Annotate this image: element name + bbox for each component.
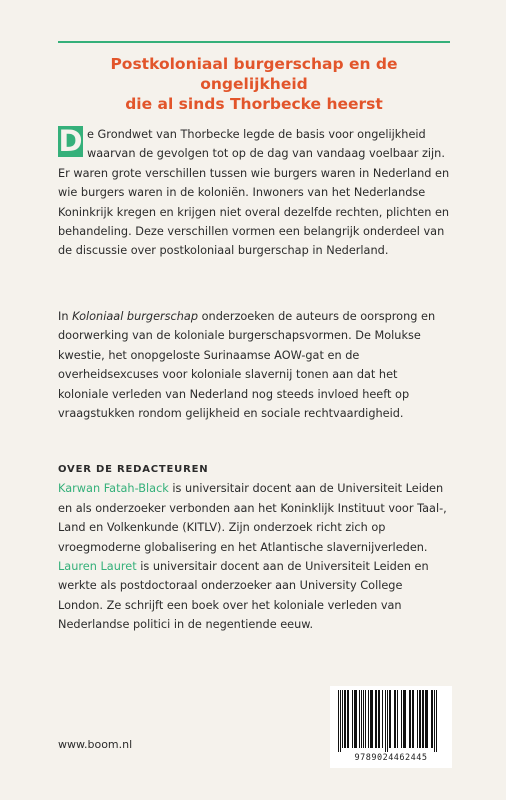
barcode-bar (344, 690, 346, 748)
editor-2-name: Lauren Lauret (58, 560, 137, 574)
isbn-number: 9789024462445 (354, 753, 428, 763)
isbn-barcode (330, 686, 452, 768)
barcode-bar (431, 690, 433, 748)
barcode-bar (409, 690, 411, 748)
editor-1-bio: is universitair docent aan de Universiteit Leiden en als onderzoeker verbonden aan het Koninklijk Instituut voor Taal-, Land en Volkenkunde (KITLV). Zijn onderzoek richt zich op vroegmoderne globalisering en het Atlantische slavernijverleden. (58, 482, 447, 554)
barcode-bar (434, 690, 435, 752)
barcode-bar (436, 690, 437, 752)
barcode-bar (403, 690, 406, 748)
barcode-bars (336, 690, 446, 752)
barcode-bar (340, 690, 341, 752)
barcode-bar (378, 690, 380, 748)
barcode-bar (347, 690, 349, 748)
headline-line-1: Postkoloniaal burgerschap en de ongelijkheid (110, 55, 398, 93)
paragraph2-text: onderzoeken de auteurs de oorsprong en doorwerking van de koloniale burgerschapsvormen. De Molukse kwestie, het onopgeloste Surinaamse AOW-gat en de overheidsexcuses voor koloniale slavernij tonen aan dat het koloniale verleden van Nederland nog steeds invloed heeft op vraagstukken rondom gelijkheid en sociale rechtvaardigheid. (58, 310, 436, 421)
headline (58, 54, 450, 114)
barcode-bar (375, 690, 377, 748)
barcode-bar (412, 690, 414, 748)
barcode-bar (417, 690, 418, 748)
intro-paragraph (58, 125, 450, 261)
barcode-bar (419, 690, 421, 748)
barcode-bar (361, 690, 362, 748)
barcode-bar (422, 690, 424, 748)
barcode-bar (342, 690, 343, 748)
about-editors (58, 460, 450, 635)
barcode-bar (425, 690, 428, 748)
barcode-bar (359, 690, 360, 748)
barcode-bar (387, 690, 388, 752)
barcode-bar (382, 690, 383, 748)
barcode-bar (368, 690, 369, 748)
barcode-bar (365, 690, 366, 748)
barcode-bar (370, 690, 373, 748)
barcode-bar (385, 690, 386, 752)
second-paragraph (58, 307, 450, 423)
drop-cap: D (58, 124, 83, 158)
editor-2-bio: is universitair docent aan de Universiteit Leiden en werkte als postdoctoraal onderzoeker aan University College London. Ze schrijft een boek over het koloniale verleden van Nederlandse politici in de negentiende eeuw. (58, 560, 429, 632)
about-heading: OVER DE REDACTEUREN (58, 464, 209, 475)
intro-text: e Grondwet van Thorbecke legde de basis voor ongelijkheid waarvan de gevolgen tot op de dag van vandaag voelbaar zijn. Er waren grote verschillen tussen wie burgers waren in Nederland en wie burgers waren in de koloniën. Inwoners van het Nederlandse Koninkrijk kregen en krijgen niet overal dezelfde rechten, plichten en behandeling. Deze verschillen vormen een belangrijk onderdeel van de discussie over postkoloniaal burgerschap in Nederland. (58, 128, 450, 258)
paragraph2-prefix: In (58, 310, 73, 323)
barcode-bar (354, 690, 357, 748)
barcode-bar (389, 690, 391, 748)
barcode-bar (338, 690, 339, 752)
barcode-bar (394, 690, 396, 748)
top-divider (58, 41, 450, 43)
barcode-bar (397, 690, 398, 748)
editor-1-name: Karwan Fatah-Black (58, 482, 169, 496)
barcode-bar (363, 690, 364, 748)
book-title: Koloniaal burgerschap (72, 310, 199, 323)
barcode-bar (401, 690, 402, 748)
headline-line-2: die al sinds Thorbecke heerst (125, 95, 383, 113)
publisher-website: www.boom.nl (58, 738, 133, 751)
barcode-bar (352, 690, 353, 748)
